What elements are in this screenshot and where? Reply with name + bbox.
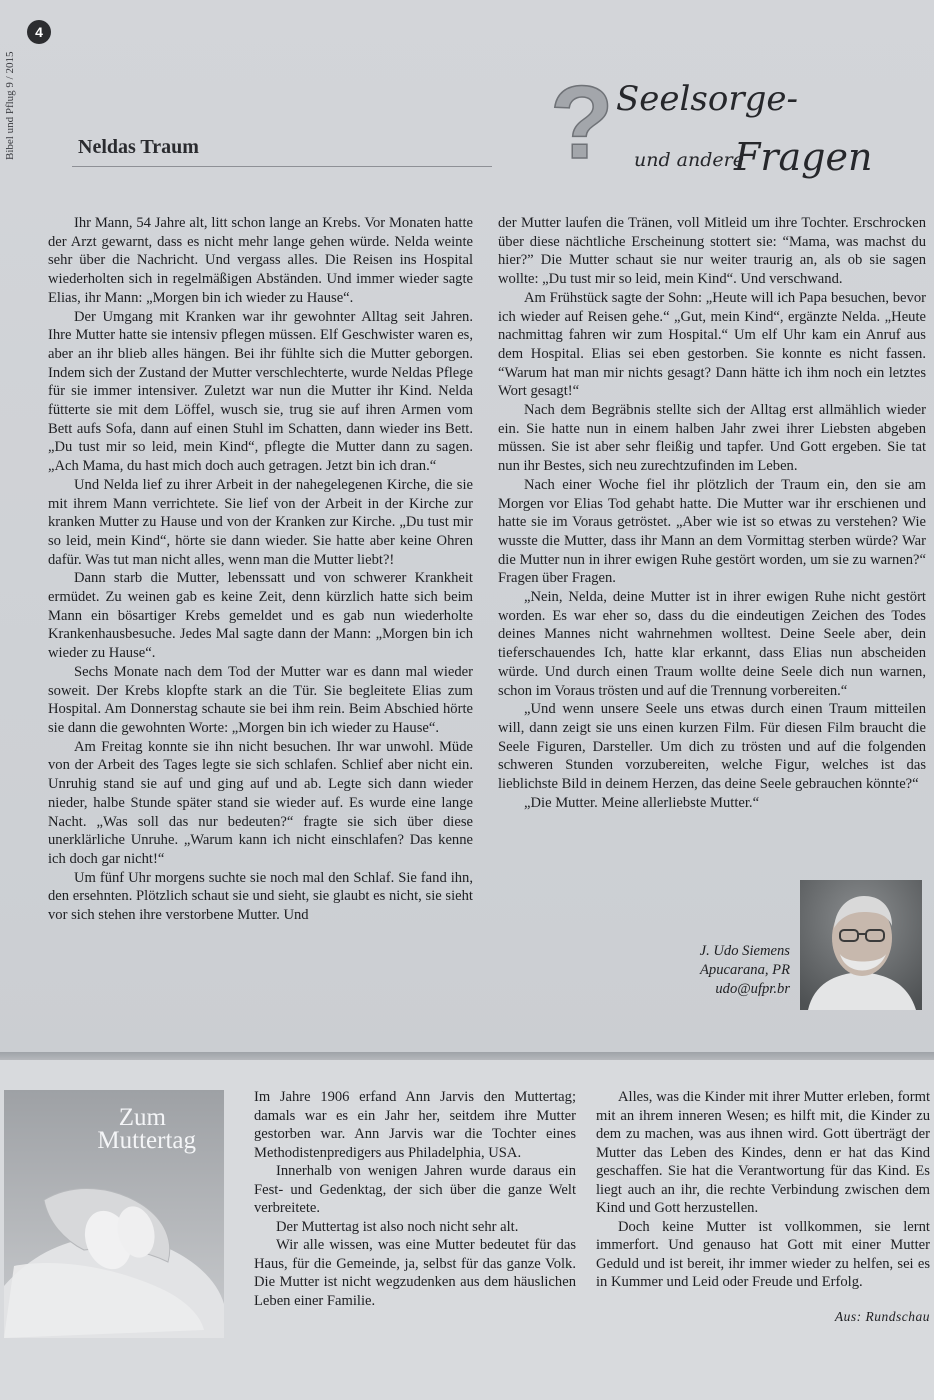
paragraph: Ihr Mann, 54 Jahre alt, litt schon lange an Krebs. Vor Monaten hatte der Arzt gewarnt, dass es nicht mehr lange gehen würde. Nelda weinte sehr über die Nachricht. Und vergass alles. Die Reisen ins Hospital wiederholten sich in regelmäßigen Abständen. Und immer wieder sagte Elias, ihr Mann: „Morgen bin ich wieder zu Hause“. [48,215,473,306]
paragraph: „Und wenn unsere Seele uns etwas durch einen Traum mitteilen will, dann zeigt sie uns einen kurzen Film. Für diesen Film braucht die Seele Figuren, Darsteller. Um dich zu trösten und auf die folgenden schweren Stunden vorzubereiten, welche Figur, welches ist das lieblichste Bild in deinem Herzen, das deine Seele gebrauchen könnte?“ [498,701,926,793]
paragraph: Sechs Monate nach dem Tod der Mutter war es dann mal wieder soweit. Der Krebs klopfte stark an die Tür. Sie begleitete Elias zum Hospital. Am Donnerstag schaute sie bei ihm rein. Beim Abschied hörte sie dann die gewohnten Worte: „Morgen bin ich wieder zu Hause“. [48,663,473,736]
logo-line2: und andere [634,149,744,171]
banner-title [4,1106,224,1152]
paragraph: Und Nelda lief zu ihrer Arbeit in der nahegelegenen Kirche, die sie mit ihrem Mann verrichtete. Sie lief von der Arbeit in der Kirche zur kranken Mutter zu Hause und von der Kranken zur Kirche. „Du tust mir so leid, mein Kind“, hörte sie dann wieder. Sie hatte aber keine Ohren dafür. Was tut man nicht alles, wenn man die Mutter liebt?! [48,476,473,568]
question-mark-icon [548,62,873,192]
paragraph: „Die Mutter. Meine allerliebste Mutter.“ [524,794,760,811]
page-number-badge: 4 [27,20,51,44]
banner-line2: Muttertag [97,1127,196,1154]
svg-text:?: ? [550,65,614,181]
author-city: Apucarana, PR [700,962,790,978]
author-photo [800,880,922,1010]
paragraph: Im Jahre 1906 erfand Ann Jarvis den Muttertag; damals war es ein Jahr her, seitdem ihre Mutter gestorben war. Ann Jarvis war die Tochter eines Methodistenpredigers aus Philadelphia, USA. [254,1089,576,1161]
paragraph: Nach einer Woche fiel ihr plötzlich der Traum ein, den sie am Morgen vor Elias Tod gehabt hatte. Die Mutter war ihr erschienen und hatte sie im Voraus getröstet. „Aber wie ist so etwas zu verstehen? Wie wusste die Mutter, dass ihr Mann an dem Vormittag sterben würde? War die Mutter nun in ihrer ewigen Ruhe gestört worden, um sie zu warnen?“ Fragen über Fragen. [498,476,926,587]
paragraph: Alles, was die Kinder mit ihrer Mutter erleben, formt mit an ihrem inneren Wesen; es hilft mit, die Kinder zu dem zu machen, was aus ihnen wird. Gott überträgt der Mutter das Leben des Kindes, denn er hat das Kind geschaffen. Sie hat die Verantwortung für das Kind. Es liegt auch an ihr, die rechte Verbindung zwischen dem Kind und Gott herzustellen. [596,1089,930,1216]
article-column-1 [48,214,473,925]
logo-line3: Fragen [734,135,873,179]
logo-line1: Seelsorge- [616,79,798,119]
muttertag-banner [4,1090,224,1338]
muttertag-column-1 [254,1088,576,1310]
paragraph: Am Frühstück sagte der Sohn: „Heute will ich Papa besuchen, bevor ich wieder auf Reisen gehe.“ „Gut, mein Kind“, ergänzte Nelda. „Heute nachmittag fahren wir zum Hospital.“ Um elf Uhr kam ein Anruf aus dem Hospital. Elias sei eben gestorben. Sie konnte es nicht fassen. “Warum hat man mir nichts gesagt? Dann hätte ich ihm noch ein letztes Wort gesagt!“ [498,289,926,400]
source-credit: Aus: Rundschau [834,1309,930,1324]
author-email: udo@ufpr.br [715,981,790,997]
paragraph: Der Umgang mit Kranken war ihr gewohnter Alltag seit Jahren. Ihre Mutter hatte sie intensiv pflegen müssen. Elf Geschwister waren es, aber an ihr blieb alles hängen. Bei ihr fühlte sich die Mutter geborgen. Indem sich der Zustand der Mutter verschlechterte, wurde Neldas Pflege für sie immer intensiver. Zuletzt war nun die Mutter ihr Kind. Nelda fütterte sie mit dem Löffel, wusch sie, trug sie auf ihren Armen vom Bett aufs Sofa, dann auf einen Stuhl im Schatten, dann wieder ins Bett. „Du tust mir so leid, mein Kind“, pflegte die Mutter dann zu sagen. „Ach Mama, du hast mich doch auch getragen. Jetzt bin ich dran.“ [48,308,473,475]
portrait-icon [800,880,922,1010]
paragraph: Doch keine Mutter ist vollkommen, sie lernt immerfort. Und genauso hat Gott mit einer Mutter Geduld und ist bereit, ihr immer wieder zu helfen, sei es in Kummer und Leid oder Freude und Erfolg. [596,1218,930,1290]
article-title: Neldas Traum [78,136,199,158]
banner-line1: Zum [118,1104,166,1131]
author-name: J. Udo Siemens [699,943,790,959]
section-logo [548,62,873,192]
paragraph: Der Muttertag ist also noch nicht sehr alt. [276,1218,519,1235]
paragraph: Um fünf Uhr morgens suchte sie noch mal den Schlaf. Sie fand ihn, den ersehnten. Plötzlich schaut sie und sieht, sie glaubt es nicht, sie sieht vor sich stehen ihre verstorbene Mutter. Und [48,869,473,924]
running-head [4,30,22,160]
article-column-2 [498,214,926,813]
muttertag-column-2 [596,1088,930,1292]
paragraph: „Nein, Nelda, deine Mutter ist in ihrer ewigen Ruhe nicht gestört worden. Es war eher so, dass du die eindeutigen Zeichen des Todes deines Mannes nicht wahrnehmen wolltest. Deine Seele aber, dein tieferschauendes Ich, hatte klar erkannt, dass Elias nun abscheiden würde. Und durch einen Traum wollte deine Seele dich nun warnen, schon im Voraus trösten und auf die Trennung vorbereiten.“ [498,589,926,699]
paragraph: der Mutter laufen die Tränen, voll Mitleid um ihre Tochter. Erschrocken über diese nächtliche Erscheinung stottert sie: “Mama, was machst du hier?” Die Mutter schaut sie nur weiter traurig an, als ob sie sagen wollte: „Du tust mir so leid, mein Kind“. Und verschwand. [498,215,926,288]
paragraph: Am Freitag konnte sie ihn nicht besuchen. Ihr war unwohl. Müde von der Arbeit des Tages legte sie sich schlafen. Schlief aber nicht ein. Unruhig stand sie auf und ging auf und ab. Legte sich dann wieder nieder, halbe Stunde später stand sie wieder auf. Es wurde eine lange Nacht. „Was soll das nur bedeuten?“ fragte sie sich über diese unerklärliche Unruhe. „Warum kann ich nicht einschlafen? Das kenne ich doch gar nicht!“ [48,738,473,867]
paragraph: Dann starb die Mutter, lebenssatt und von schwerer Krankheit ermüdet. Zu weinen gab es keine Zeit, denn kürzlich hatte sich beim Mann ein bösartiger Krebs gemeldet und es gab nun wiederholte Krankenhausbesuche. Jedes Mal sagte dann der Mann: „Morgen bin ich wieder zu Hause“. [48,570,473,662]
author-block [640,942,790,999]
running-head-text: Bibel und Pflug 9 / 2015 [4,51,16,160]
paragraph: Nach dem Begräbnis stellte sich der Alltag erst allmählich wieder ein. Sie hatte nun in einem halben Jahr zwei ihrer Liebsten abgeben müssen. Sie ist aber sehr fleißig und tapfer. Und Gott ergeben. Sie tat nun ihr Bestes, sich neu zurechtzufinden im Leben. [498,402,926,475]
title-underline [72,166,492,167]
section-divider [0,1052,934,1060]
paragraph: Wir alle wissen, was eine Mutter bedeutet für das Haus, für die Gemeinde, ja, selbst für das ganze Volk. Die Mutter ist nicht wegzudenken aus dem häuslichen Leben einer Familie. [254,1237,576,1309]
paragraph: Innerhalb von wenigen Jahren wurde daraus ein Fest- und Gedenktag, der sich über die ganze Welt verbreitete. [254,1163,576,1216]
